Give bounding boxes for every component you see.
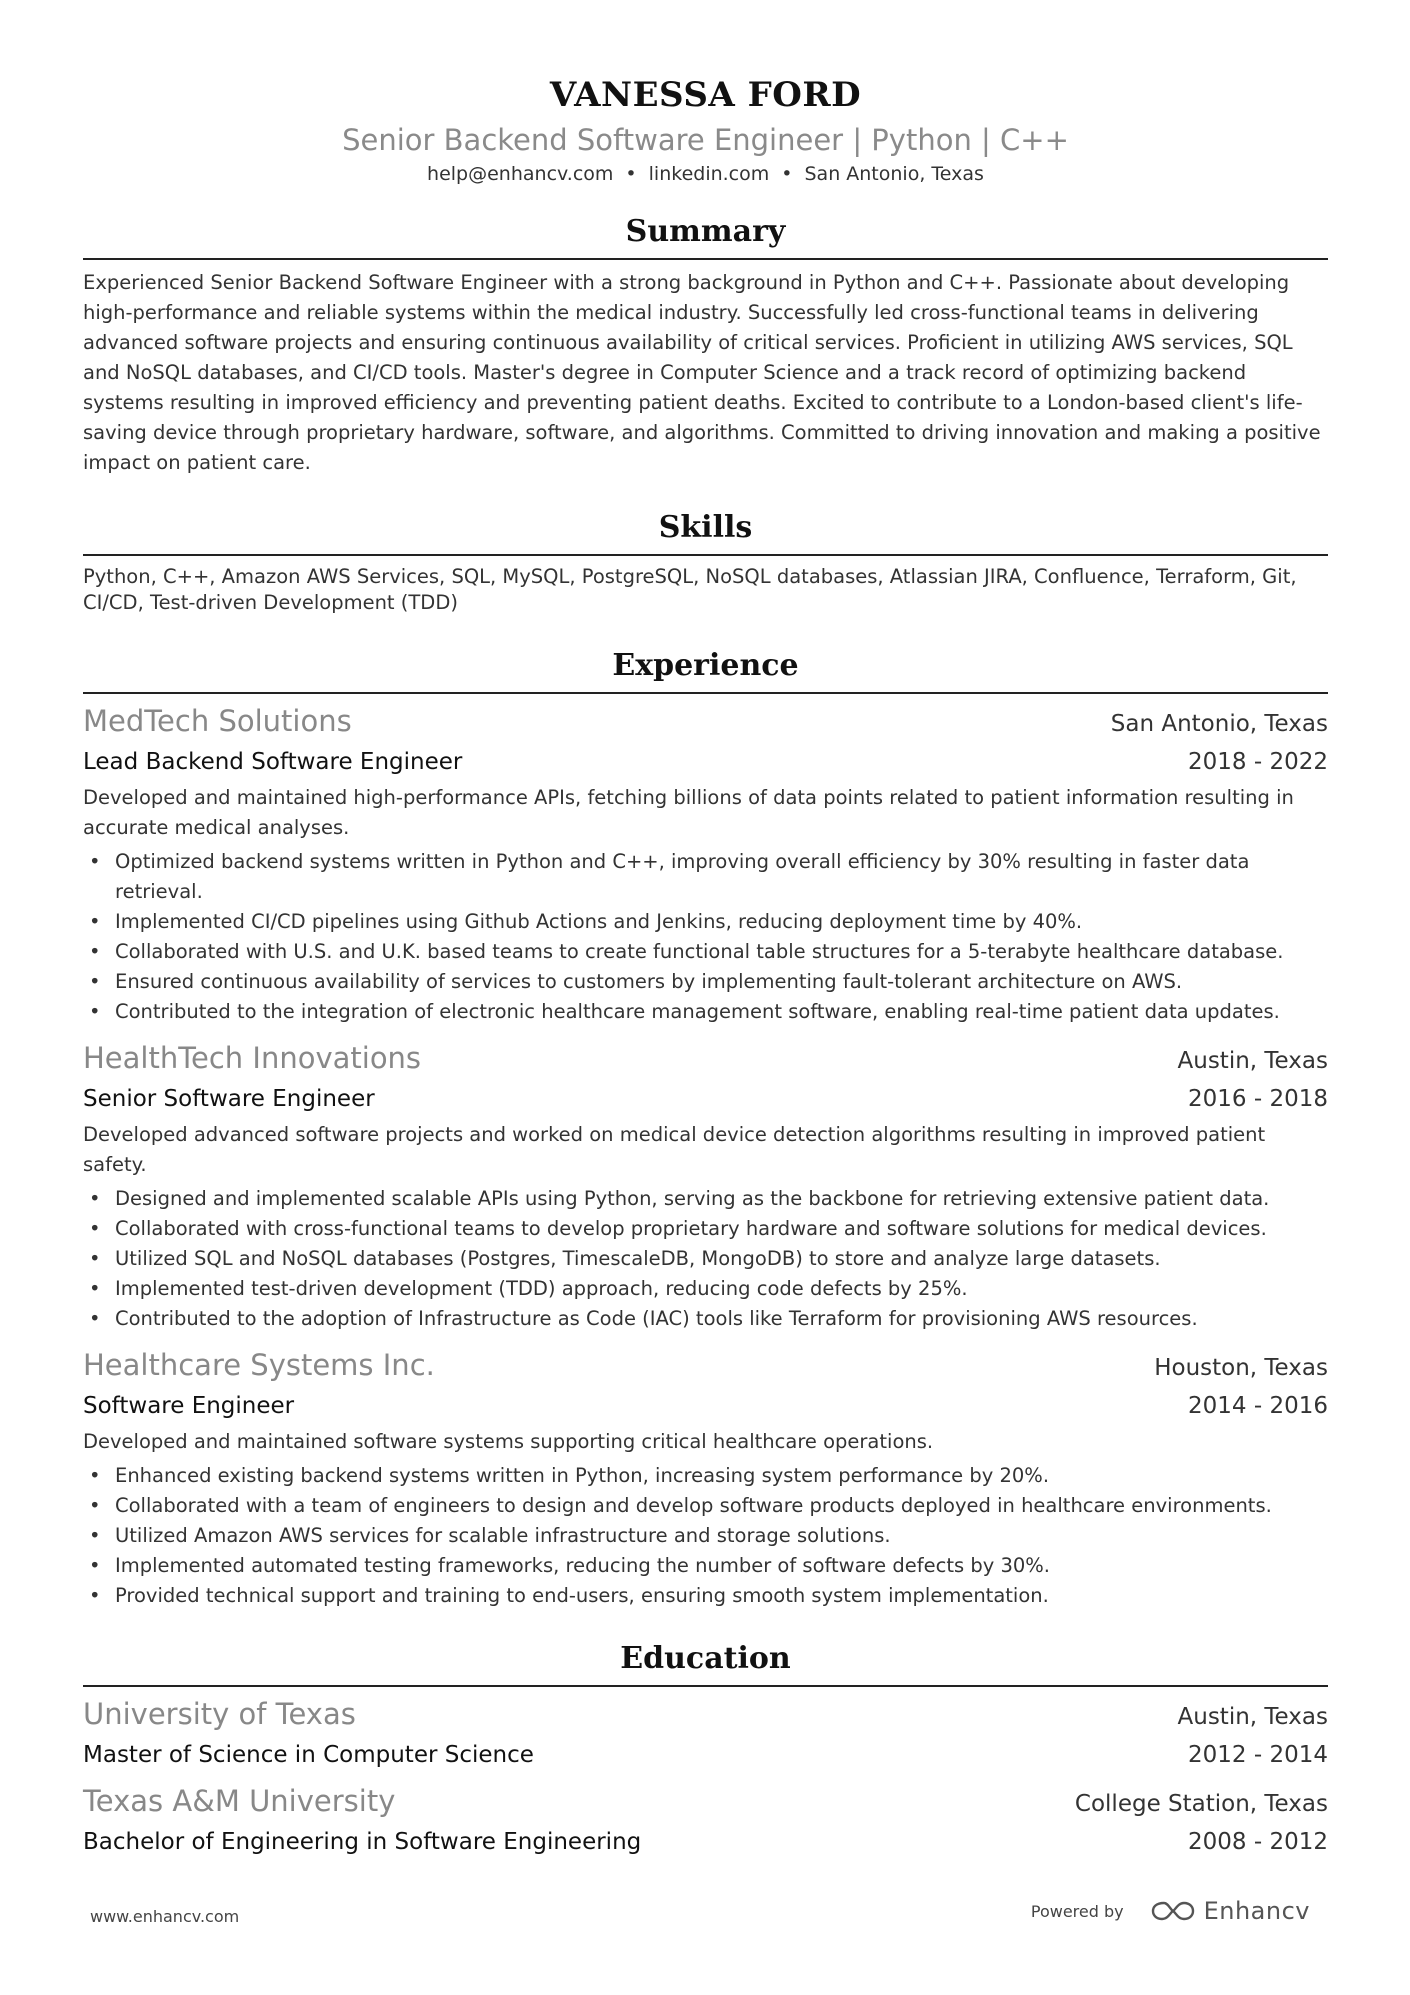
education-section [83, 1637, 1328, 1861]
job-dates: 2018 - 2022 [1188, 749, 1328, 775]
summary-section [83, 210, 1328, 478]
job-bullet: • Utilized SQL and NoSQL databases (Postgres, TimescaleDB, MongoDB) to store and analyze large datasets. [83, 1244, 1328, 1274]
job-bullet: • Implemented test-driven development (TDD) approach, reducing code defects by 25%. [83, 1274, 1328, 1304]
job-company: HealthTech Innovations [83, 1041, 422, 1075]
job-role-row [83, 1387, 1328, 1425]
job-header-row [83, 1039, 1328, 1080]
education-header-row [83, 1695, 1328, 1736]
candidate-title: Senior Backend Software Engineer | Python | C++ [342, 123, 1069, 157]
job-entry [83, 702, 1328, 1027]
education-dates: 2008 - 2012 [1188, 1829, 1328, 1855]
enhancv-logo-text: Enhancv [1203, 1897, 1310, 1925]
job-bullet: • Enhanced existing backend systems written in Python, increasing system performance by 20%. [83, 1461, 1328, 1491]
job-bullet: • Implemented automated testing frameworks, reducing the number of software defects by 30%. [83, 1551, 1328, 1581]
footer-branding [1031, 1897, 1310, 1925]
contact-location: San Antonio, Texas [804, 163, 984, 185]
education-location: Austin, Texas [1177, 1704, 1328, 1730]
job-header-row [83, 702, 1328, 743]
experience-section [83, 644, 1328, 1611]
separator-dot: • [625, 163, 637, 185]
job-bullet: • Collaborated with U.S. and U.K. based teams to create functional table structures for a 5-terabyte healthcare database. [83, 937, 1328, 967]
skills-text: Python, C++, Amazon AWS Services, SQL, MySQL, PostgreSQL, NoSQL databases, Atlassian JIRA, Confluence, Terraform, Git, CI/CD, Test-driven Development (TDD) [83, 565, 1297, 614]
job-description: Developed and maintained high-performance APIs, fetching billions of data points related to patient information resulting in accurate medical analyses. [83, 786, 1294, 839]
education-degree-row [83, 1736, 1328, 1774]
education-header-row [83, 1782, 1328, 1823]
education-school: Texas A&M University [83, 1784, 396, 1818]
enhancv-logo-icon [1150, 1899, 1196, 1923]
skills-section [83, 506, 1328, 616]
job-dates: 2016 - 2018 [1188, 1086, 1328, 1112]
candidate-name: VANESSA FORD [549, 75, 862, 115]
separator-dot: • [781, 163, 793, 185]
job-bullet: • Collaborated with a team of engineers to design and develop software products deployed in healthcare environments. [83, 1491, 1328, 1521]
skills-heading: Skills [83, 506, 1328, 556]
experience-heading: Experience [83, 644, 1328, 694]
summary-heading: Summary [83, 210, 1328, 260]
job-role-row [83, 743, 1328, 781]
education-degree-row [83, 1823, 1328, 1861]
job-entry [83, 1346, 1328, 1611]
education-degree: Bachelor of Engineering in Software Engineering [83, 1829, 642, 1855]
resume-content [83, 70, 1328, 1861]
job-bullet: • Ensured continuous availability of services to customers by implementing fault-tolerant architecture on AWS. [83, 967, 1328, 997]
job-header-row [83, 1346, 1328, 1387]
job-bullet: • Optimized backend systems written in Python and C++, improving overall efficiency by 30% resulting in faster data retrieval. [83, 847, 1328, 907]
contact-linkedin[interactable]: linkedin.com [648, 163, 770, 185]
job-bullet: • Contributed to the adoption of Infrastructure as Code (IAC) tools like Terraform for provisioning AWS resources. [83, 1304, 1328, 1334]
job-location: Houston, Texas [1154, 1355, 1328, 1381]
job-bullet: • Contributed to the integration of electronic healthcare management software, enabling real-time patient data updates. [83, 997, 1328, 1027]
contact-email[interactable]: help@enhancv.com [427, 163, 614, 185]
education-heading: Education [83, 1637, 1328, 1687]
job-bullet: • Designed and implemented scalable APIs using Python, serving as the backbone for retrieving extensive patient data. [83, 1184, 1328, 1214]
job-bullet: • Collaborated with cross-functional teams to develop proprietary hardware and software solutions for medical devices. [83, 1214, 1328, 1244]
summary-text: Experienced Senior Backend Software Engineer with a strong background in Python and C++. Passionate about developing high-performance and reliable systems within the medical industry. Successfully led cross-functional teams in delivering advanced software projects and ensuring continuous availability of critical services. Proficient in utilizing AWS services, SQL and NoSQL databases, and CI/CD tools. Master's degree in Computer Science and a track record of optimizing backend systems resulting in improved efficiency and preventing patient deaths. Excited to contribute to a London-based client's life-saving device through proprietary hardware, software, and algorithms. Committed to driving innovation and making a positive impact on patient care. [83, 271, 1321, 474]
job-role: Software Engineer [83, 1393, 295, 1419]
job-location: Austin, Texas [1177, 1048, 1328, 1074]
education-entry [83, 1695, 1328, 1774]
job-bullets [83, 847, 1328, 1027]
job-location: San Antonio, Texas [1110, 711, 1328, 737]
powered-by-label: Powered by [1030, 1901, 1124, 1921]
contact-line [83, 160, 1328, 188]
job-company: MedTech Solutions [83, 704, 352, 738]
education-school: University of Texas [83, 1697, 356, 1731]
job-role-row [83, 1080, 1328, 1118]
enhancv-logo[interactable] [1150, 1897, 1310, 1925]
job-bullet: • Utilized Amazon AWS services for scalable infrastructure and storage solutions. [83, 1521, 1328, 1551]
education-location: College Station, Texas [1074, 1791, 1328, 1817]
job-dates: 2014 - 2016 [1188, 1393, 1328, 1419]
education-degree: Master of Science in Computer Science [83, 1742, 534, 1768]
job-company: Healthcare Systems Inc. [83, 1348, 435, 1382]
job-bullet: • Provided technical support and training to end-users, ensuring smooth system implementation. [83, 1581, 1328, 1611]
job-description: Developed advanced software projects and worked on medical device detection algorithms resulting in improved patient safety. [83, 1123, 1266, 1176]
job-role: Lead Backend Software Engineer [83, 749, 463, 775]
education-dates: 2012 - 2014 [1188, 1742, 1328, 1768]
job-entry [83, 1039, 1328, 1334]
job-role: Senior Software Engineer [83, 1086, 375, 1112]
job-description: Developed and maintained software systems supporting critical healthcare operations. [83, 1430, 934, 1453]
job-bullets [83, 1184, 1328, 1334]
job-bullets [83, 1461, 1328, 1611]
footer-website[interactable]: www.enhancv.com [90, 1907, 240, 1926]
job-bullet: • Implemented CI/CD pipelines using Github Actions and Jenkins, reducing deployment time by 40%. [83, 907, 1328, 937]
education-entry [83, 1782, 1328, 1861]
